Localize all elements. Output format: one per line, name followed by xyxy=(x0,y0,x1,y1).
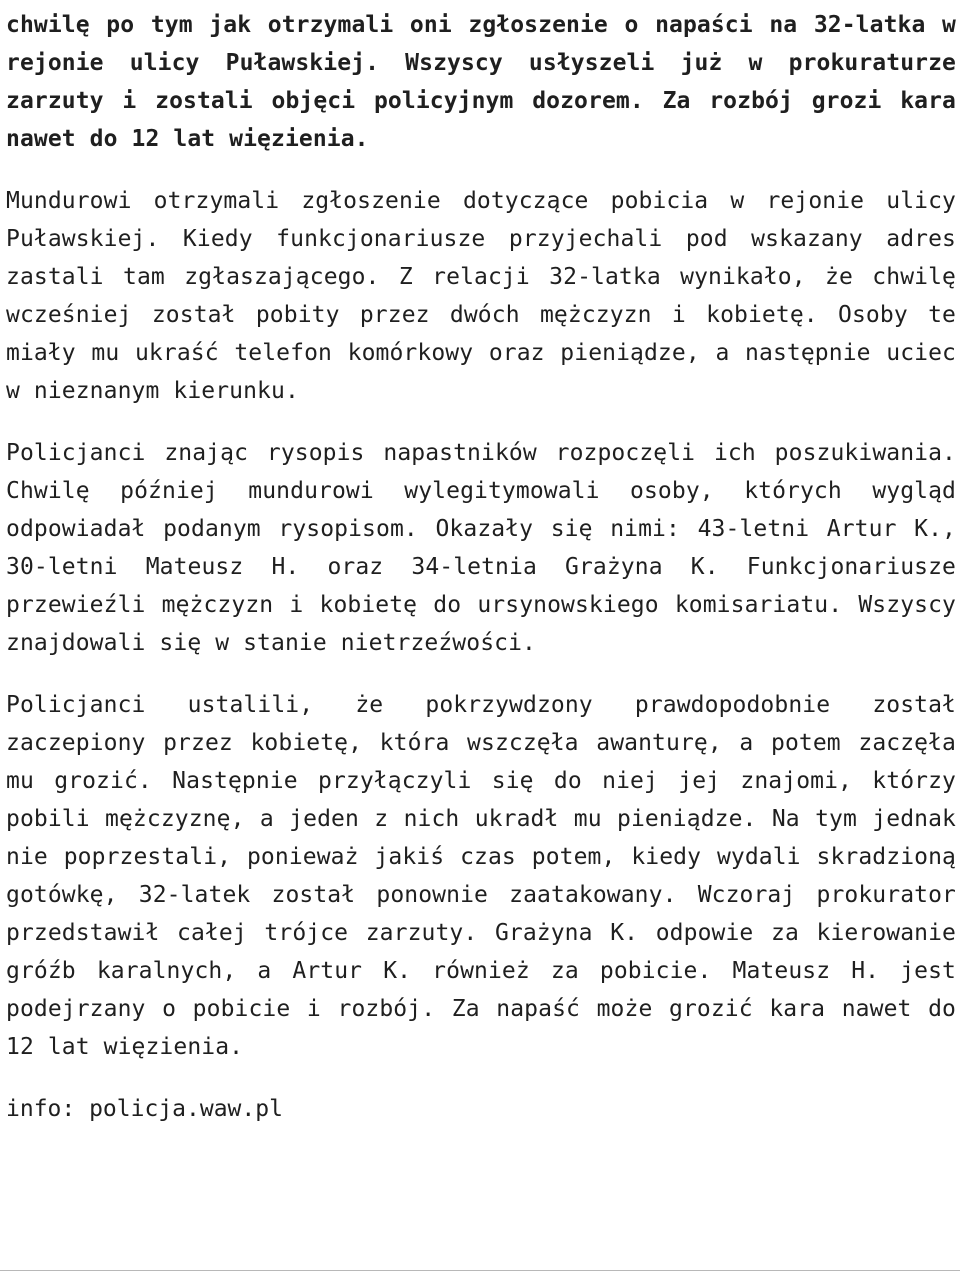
article-body xyxy=(6,0,956,1151)
paragraph-charges: Policjanci ustalili, że pokrzywdzony prawdopodobnie został zaczepiony przez kobietę, która wszczęła awanturę, a potem zaczęła mu grozić. Następnie przyłączyli się do niej jej znajomi, którzy pobili mężczyznę, a jeden z nich ukradł mu pieniądze. Na tym jednak nie poprzestali, ponieważ jakiś czas potem, kiedy wydali skradzioną gotówkę, 32-latek został ponownie zaatakowany. Wczoraj prokurator przedstawił całej trójce zarzuty. Grażyna K. odpowie za kierowanie gróźb karalnych, a Artur K. również za pobicie. Mateusz H. jest podejrzany o pobicie i rozbój. Za napaść może grozić kara nawet do 12 lat więzienia. xyxy=(6,692,956,1060)
paragraph-search: Policjanci znając rysopis napastników rozpoczęli ich poszukiwania. Chwilę później mundurowi wylegitymowali osoby, których wygląd odpowiadał podanym rysopisom. Okazały się nimi: 43-letni Artur K., 30-letni Mateusz H. oraz 34-letnia Grażyna K. Funkcjonariusze przewieźli mężczyzn i kobietę do ursynowskiego komisariatu. Wszyscy znajdowali się w stanie nietrzeźwości. xyxy=(6,440,956,656)
paragraph-report: Mundurowi otrzymali zgłoszenie dotyczące pobicia w rejonie ulicy Puławskiej. Kiedy funkcjonariusze przyjechali pod wskazany adres zastali tam zgłaszającego. Z relacji 32-latka wynikało, że chwilę wcześniej został pobity przez dwóch mężczyzn i kobietę. Osoby te miały mu ukraść telefon komórkowy oraz pieniądze, a następnie uciec w nieznanym kierunku. xyxy=(6,188,956,404)
source-note: info: policja.waw.pl xyxy=(6,1096,283,1122)
lead-paragraph: chwilę po tym jak otrzymali oni zgłoszenie o napaści na 32-latka w rejonie ulicy Puławskiej. Wszyscy usłyszeli już w prokuraturze zarzuty i zostali objęci policyjnym dozorem. Za rozbój grozi kara nawet do 12 lat więzienia. xyxy=(6,12,956,152)
bottom-divider xyxy=(0,1270,960,1271)
